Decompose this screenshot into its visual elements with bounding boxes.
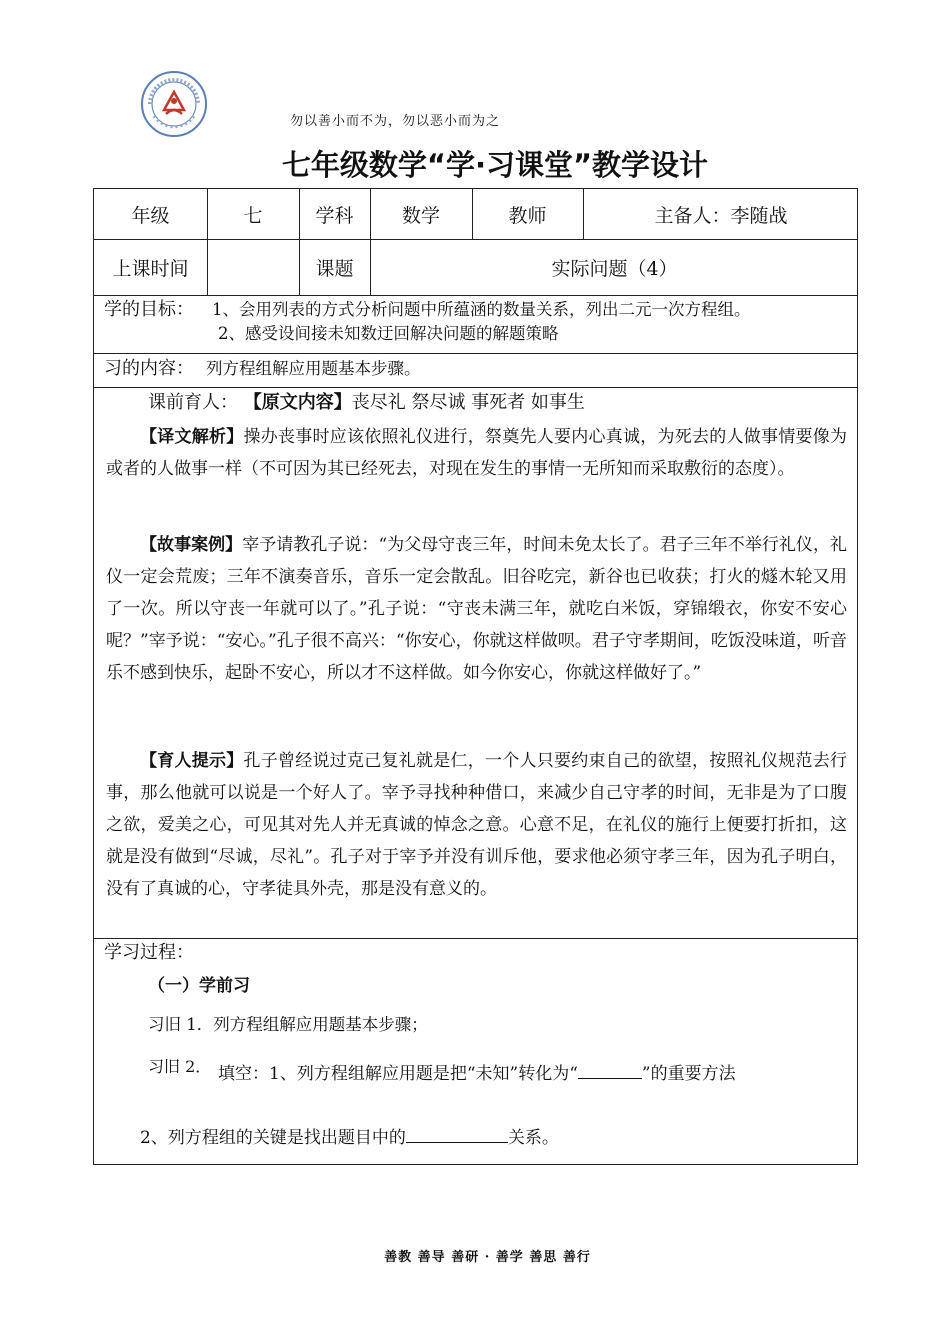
answer-blank-2[interactable] — [406, 1124, 508, 1143]
subject-label: 学科 — [315, 204, 354, 227]
content-label: 习的内容： — [104, 358, 194, 379]
row-divider — [94, 938, 857, 939]
translation-paragraph — [106, 421, 847, 485]
grade-label: 年级 — [131, 204, 170, 227]
review-2-line — [218, 1060, 736, 1086]
teacher-value: 主备人：李随战 — [654, 204, 788, 227]
tip-text: 孔子曾经说过克己复礼就是仁，一个人只要约束自己的欲望，按照礼仪规范去行事，那么他就可以说是一个好人了。宰予寻找种种借口，来减少自己守孝的时间，无非是为了口腹之欲，爱美之心，可见其对先人并无真诚的悼念之意。心意不足，在礼仪的施行上便要打折扣，这就是没有做到“尽诚，尽礼”。孔子对于宰予并没有训斥他，要求他必须守孝三年，因为孔子明白，没有了真诚的心，守孝徒具外壳，那是没有意义的。 — [106, 751, 847, 899]
row-divider — [94, 387, 857, 388]
goals-label: 学的目标： — [104, 299, 194, 320]
item-2-line — [140, 1124, 559, 1150]
grade-value: 七 — [243, 204, 263, 227]
subject-value: 数学 — [401, 204, 440, 227]
education-label: 课前育人： — [148, 392, 238, 413]
original-tag: 【原文内容】 — [243, 392, 352, 413]
review-2-text-b: ”的重要方法 — [641, 1064, 736, 1084]
story-text: 宰予请教孔子说：“为父母守丧三年，时间未免太长了。君子三年不举行礼仪，礼仪一定会荒废；三年不演奏音乐，音乐一定会散乱。旧谷吃完，新谷也已收获；打火的燧木轮又用了一次。所以守丧一年就可以了。”孔子说：“守丧未满三年，就吃白米饭，穿锦缎衣，你安不安心呢？”宰予说：“安心。”孔子很不高兴：“你安心，你就这样做呗。君子守孝期间，吃饭没味道，听音乐不感到快乐，起卧不安心，所以才不这样做。如今你安心，你就这样做好了。” — [106, 535, 847, 683]
goal-line-1: 1、会用列表的方式分析问题中所蕴涵的数量关系，列出二元一次方程组。 — [212, 300, 751, 319]
tip-paragraph — [106, 745, 847, 905]
review-1: 习旧 1．列方程组解应用题基本步骤； — [148, 1015, 428, 1034]
time-label: 上课时间 — [112, 257, 189, 280]
footer-slogan: 善教 善导 善研 · 善学 善思 善行 — [384, 1250, 591, 1265]
row-divider — [94, 295, 857, 296]
item-2-text-a: 2、列方程组的关键是找出题目中的 — [140, 1128, 406, 1148]
content-text: 列方程组解应用题基本步骤。 — [206, 359, 421, 378]
lesson-table — [93, 188, 858, 1165]
goal-line-2: 2、感受设间接未知数迂回解决问题的解题策略 — [218, 324, 559, 343]
page-title: 七年级数学“学·习课堂”教学设计 — [281, 148, 709, 182]
school-logo — [140, 70, 208, 138]
translation-text: 操办丧事时应该依照礼仪进行，祭奠先人要内心真诚，为死去的人做事情要像为或者的人做事一样（不可因为其已经死去，对现在发生的事情一无所知而采取敷衍的态度）。 — [106, 427, 847, 479]
time-value — [207, 239, 299, 295]
translation-tag: 【译文解析】 — [140, 427, 244, 447]
topic-value: 实际问题（4） — [551, 257, 678, 280]
process-label: 学习过程： — [104, 942, 194, 963]
story-paragraph — [106, 529, 847, 689]
section-title: （一）学前习 — [148, 976, 250, 996]
tip-tag: 【育人提示】 — [140, 751, 244, 771]
review-2-label: 习旧 2． — [148, 1057, 212, 1076]
item-2-text-b: 关系。 — [507, 1128, 559, 1148]
teacher-label: 教师 — [508, 204, 547, 227]
review-2-text-a: 填空：1、列方程组解应用题是把“未知”转化为“ — [218, 1064, 578, 1084]
education-section — [148, 390, 585, 416]
story-tag: 【故事案例】 — [140, 535, 243, 555]
row-divider — [94, 353, 857, 354]
motto: 勿以善小而不为，勿以恶小而为之 — [290, 114, 501, 129]
topic-label: 课题 — [315, 257, 354, 280]
original-text: 丧尽礼 祭尽诚 事死者 如事生 — [351, 392, 585, 413]
answer-blank-1[interactable] — [578, 1060, 642, 1079]
